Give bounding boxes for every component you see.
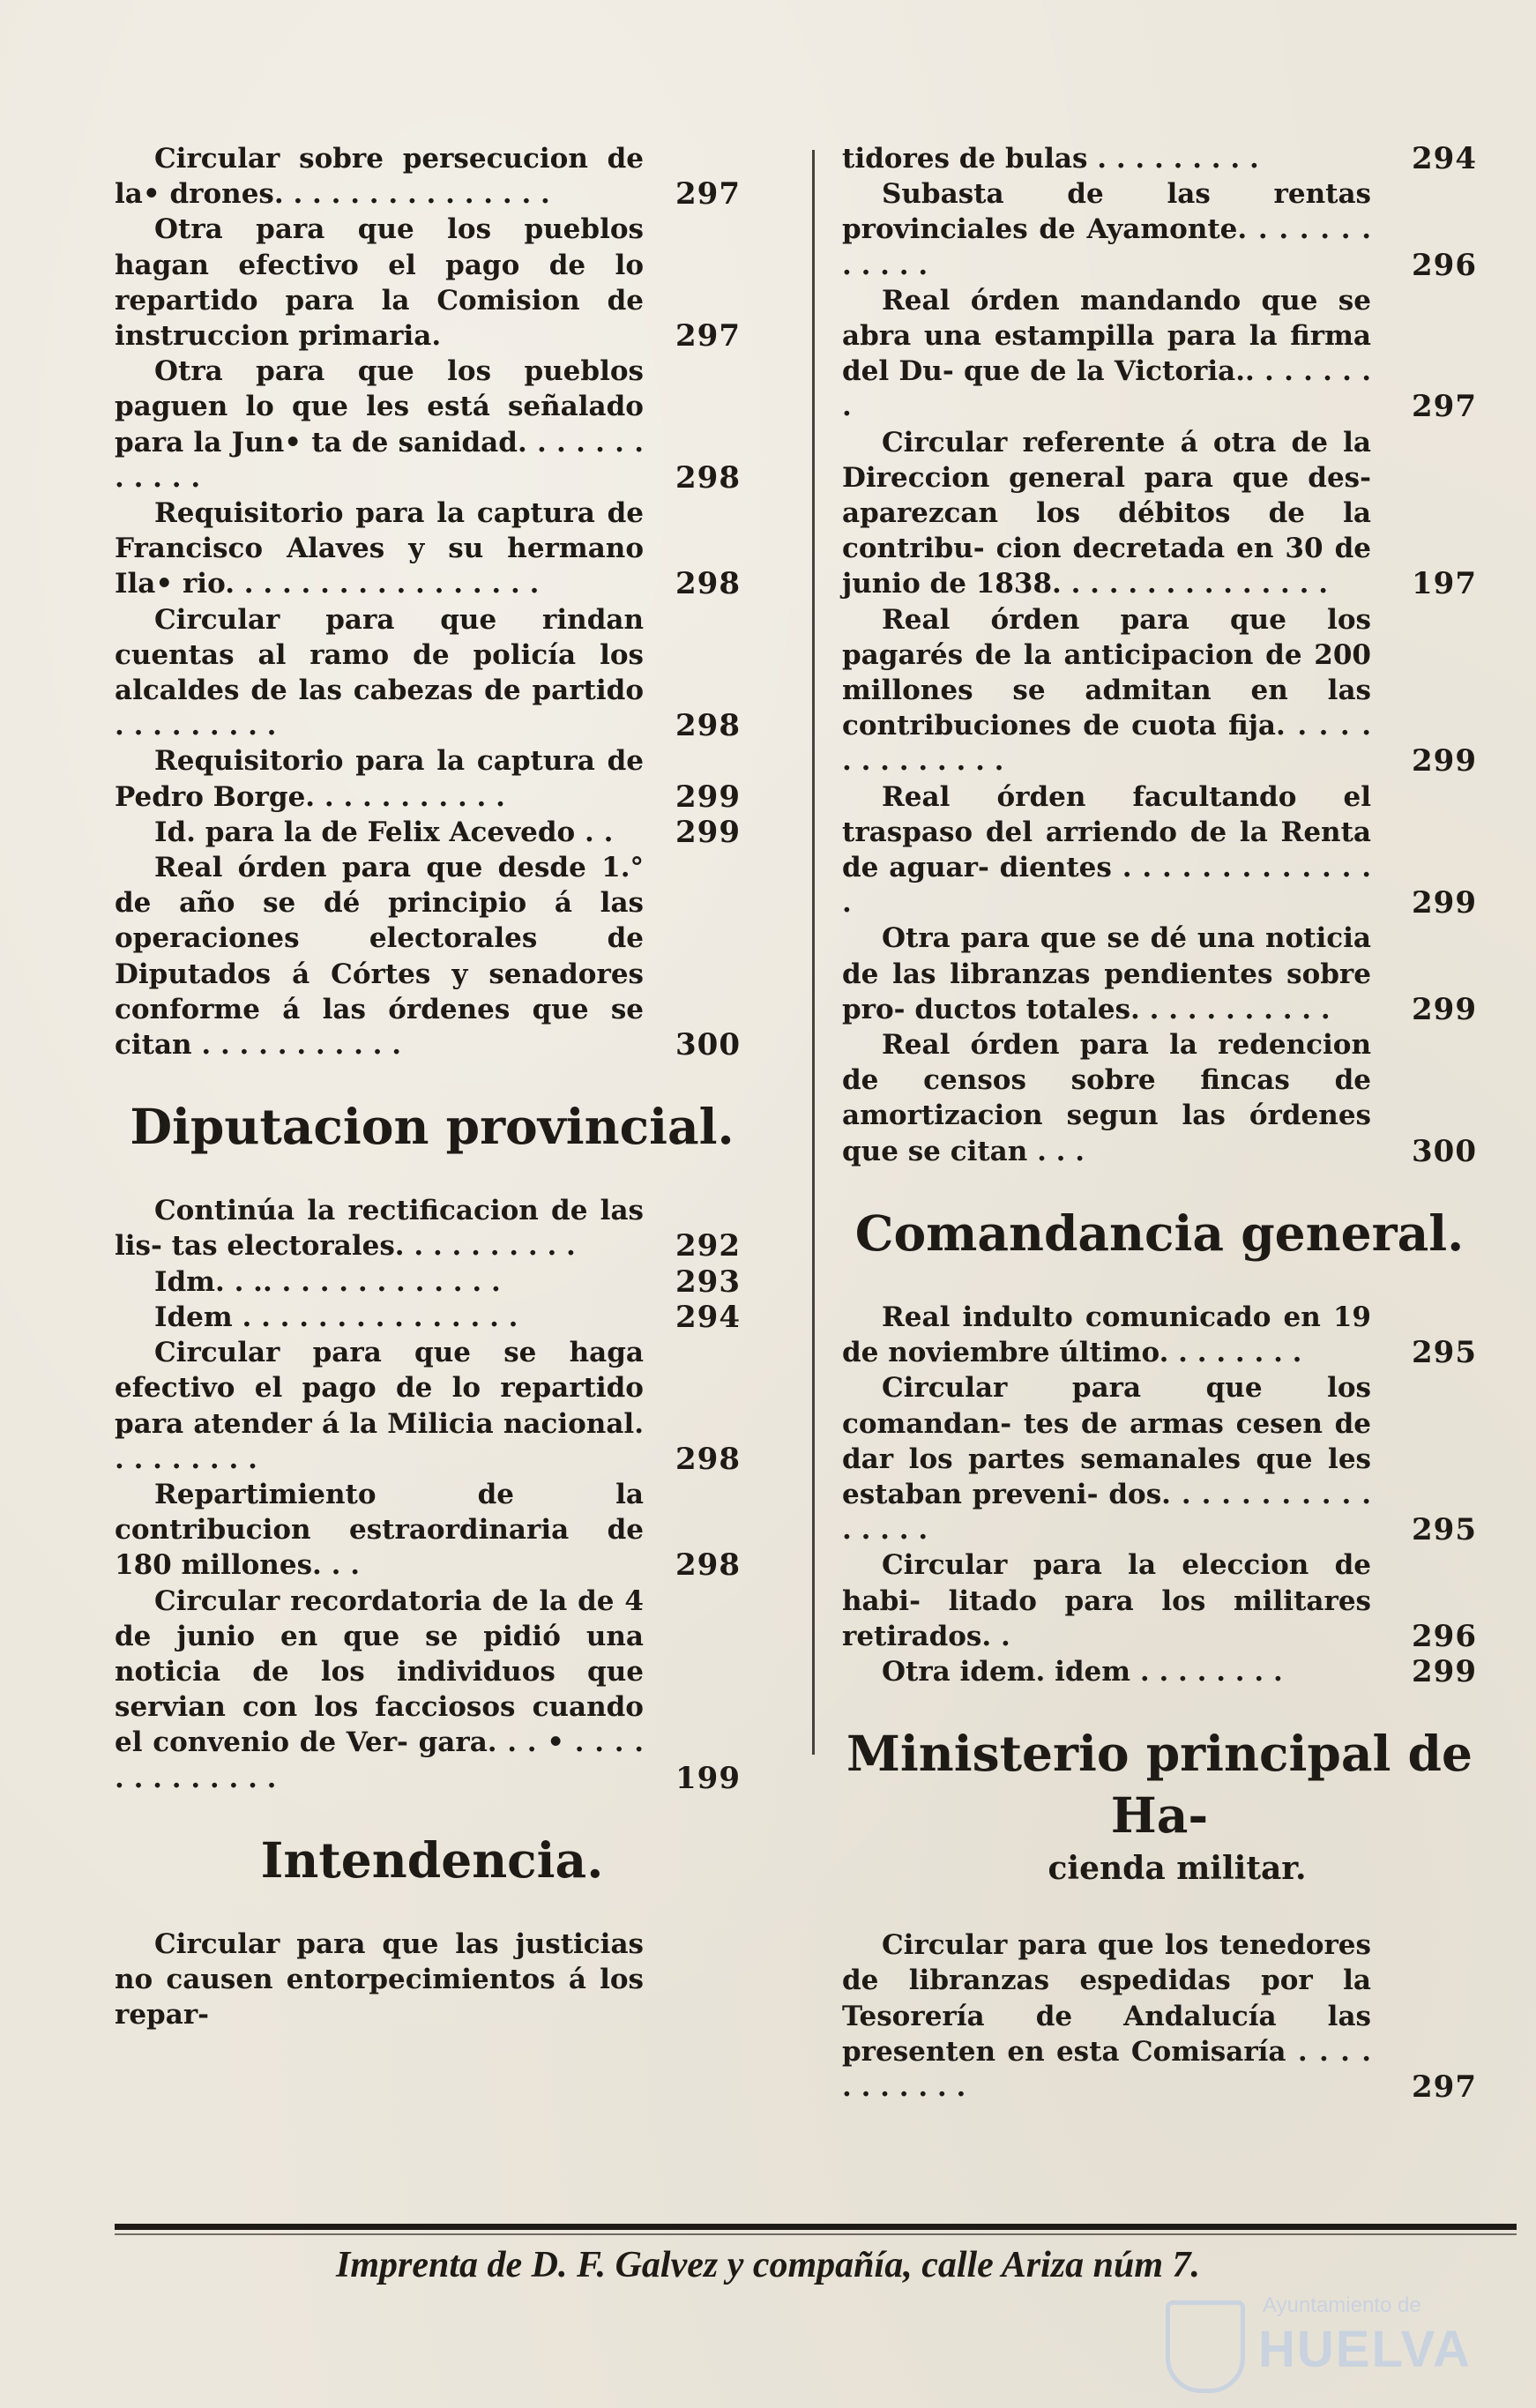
entry-page-number: 300 [675, 1027, 741, 1063]
entry-page-number: 300 [1412, 1133, 1477, 1169]
entry-text: Circular para que rindan cuentas al ramo de policía los alcaldes de las cabezas de partido . . . . . . . . . [115, 603, 644, 742]
watermark-small-text: Ayuntamiento de [1263, 2293, 1421, 2317]
section-title-comandancia: Comandancia general. [854, 1204, 1465, 1262]
index-entry [115, 602, 749, 744]
index-entry [842, 176, 1477, 283]
entry-page-number: 295 [1412, 1512, 1477, 1548]
index-entry [115, 141, 749, 212]
entry-text: Circular para la eleccion de habi- litado para los militares retirados. . [842, 1549, 1371, 1652]
entry-text: Circular para que los comandan- tes de armas cesen de dar los partes semanales que les estaban preveni- dos. . . . . . . . . . . . . . . . [842, 1372, 1371, 1547]
index-entry [115, 1477, 749, 1584]
index-entry [842, 1927, 1477, 2105]
index-entry [115, 354, 749, 496]
entry-text: Real órden para que los pagarés de la anticipacion de 200 millones se admitan en las contribuciones de cuota fija. . . . . . . . . . . . . . [842, 603, 1371, 778]
entry-text: Continúa la rectificacion de las lis- tas electorales. . . . . . . . . . [115, 1195, 644, 1263]
index-entry [115, 496, 749, 602]
index-entry [842, 141, 1477, 176]
index-entry [842, 425, 1477, 602]
left-entries-group-3 [115, 1927, 749, 2033]
index-entry [115, 850, 749, 1062]
shield-icon [1166, 2300, 1245, 2393]
entry-page-number: 298 [675, 1547, 741, 1584]
index-entry [115, 815, 749, 850]
entry-page-number: 294 [675, 1299, 741, 1335]
left-column [115, 141, 749, 2032]
index-entry [842, 283, 1477, 425]
index-entry [115, 1193, 749, 1264]
entry-page-number: 297 [675, 176, 741, 212]
entry-page-number: 293 [675, 1264, 741, 1300]
entry-text: Circular para que las justicias no causen entorpecimientos á los repar- [115, 1927, 644, 2032]
section-subtitle-hacienda: cienda militar. [1048, 1850, 1307, 1888]
entry-text: Circular sobre persecucion de la• drones. . . . . . . . . . . . . . . [115, 143, 644, 211]
entry-text: Idm. . .. . . . . . . . . . . . . [154, 1265, 501, 1298]
entry-text: Real órden facultando el traspaso del arriendo de la Renta de aguar- dientes . . . . . . . . . . . . . . [842, 780, 1371, 920]
index-entry [842, 1654, 1477, 1689]
entry-page-number: 296 [1412, 247, 1477, 283]
entry-page-number: 299 [1412, 885, 1477, 921]
watermark-logo [1166, 2285, 1501, 2390]
index-entry [842, 921, 1477, 1027]
index-entry [842, 602, 1477, 779]
entry-text: Otra para que se dé una noticia de las libranzas pendientes sobre pro- ductos totales. . . . . . . . . . . [842, 922, 1371, 1025]
entry-page-number: 292 [675, 1228, 741, 1264]
index-entry [842, 779, 1477, 921]
entry-page-number: 199 [675, 1760, 741, 1796]
entry-text: Circular para que los tenedores de libranzas espedidas por la Tesorería de Andalucía las presenten en esta Comisaría . . . . . . . . . . . [842, 1929, 1371, 2103]
entry-page-number: 299 [1412, 991, 1477, 1027]
left-entries-group-1 [115, 141, 749, 1062]
index-entry [115, 743, 749, 814]
entry-text: Requisitorio para la captura de Francisco Alaves y su hermano Ila• rio. . . . . . . . . . . . . . . . . [115, 497, 644, 600]
index-entry [842, 1370, 1477, 1547]
column-divider [812, 150, 815, 1755]
entry-page-number: 299 [1412, 743, 1477, 779]
index-entry [115, 1335, 749, 1477]
entry-page-number: 299 [675, 814, 741, 850]
section-title-diputacion: Diputacion provincial. [130, 1098, 734, 1156]
left-entries-group-2 [115, 1193, 749, 1795]
entry-page-number: 299 [675, 779, 741, 815]
index-entry [842, 1300, 1477, 1370]
entry-page-number: 297 [675, 318, 741, 354]
right-entries-group-1 [842, 141, 1477, 1169]
index-entry [115, 1300, 749, 1335]
entry-text: Otra idem. idem . . . . . . . . [882, 1655, 1283, 1688]
entry-text: Idem . . . . . . . . . . . . . . . [154, 1301, 518, 1333]
entry-page-number: 295 [1412, 1335, 1477, 1371]
entry-page-number: 298 [675, 566, 741, 602]
entry-text: Id. para la de Felix Acevedo . . [154, 816, 614, 848]
entry-text: Repartimiento de la contribucion estraordinaria de 180 millones. . . [115, 1478, 644, 1582]
entry-page-number: 299 [1412, 1653, 1477, 1689]
index-entry [842, 1547, 1477, 1654]
entry-text: Circular para que se haga efectivo el pago de lo repartido para atender á la Milicia nacional. . . . . . . . . [115, 1337, 644, 1475]
right-entries-group-3 [842, 1927, 1477, 2105]
entry-page-number: 197 [1412, 566, 1477, 602]
entry-text: Real órden mandando que se abra una estampilla para la firma del Du- que de la Victoria.. . . . . . . . [842, 284, 1371, 423]
entry-page-number: 296 [1412, 1618, 1477, 1654]
index-entry [842, 1027, 1477, 1169]
entry-text: Otra para que los pueblos hagan efectivo el pago de lo repartido para la Comision de instruccion primaria. [115, 213, 644, 353]
index-entry [115, 1264, 749, 1300]
imprint-line: Imprenta de D. F. Galvez y compañía, calle Ariza núm 7. [335, 2245, 1201, 2285]
section-title-intendencia: Intendencia. [260, 1830, 604, 1889]
entry-text: Real indulto comunicado en 19 de noviembre último. . . . . . . . [842, 1301, 1371, 1369]
entry-text: Otra para que los pueblos paguen lo que les está señalado para la Jun• ta de sanidad. . . . . . . . . . . . [115, 355, 644, 494]
index-entry [115, 212, 749, 354]
footer-rule [115, 2224, 1517, 2230]
entry-text: tidores de bulas . . . . . . . . . [842, 143, 1259, 175]
entry-text: Real órden para que desde 1.° de año se dé principio á las operaciones electorales de Diputados á Córtes y senadores conforme á las órdenes que se citan . . . . . . . . . . . [115, 852, 644, 1062]
footer-rule-thin [115, 2233, 1517, 2235]
index-entry [115, 1584, 749, 1796]
entry-text: Circular referente á otra de la Direccion general para que des- aparezcan los débitos de la contribu- cion decretada en 30 de junio de 1838. . . . . . . . . . . . . . . [842, 426, 1371, 600]
entry-page-number: 298 [675, 1441, 741, 1477]
right-column [842, 141, 1477, 2105]
entry-text: Circular recordatoria de la de 4 de junio en que se pidió una noticia de los individuos que servian con los facciosos cuando el convenio de Ver- gara. . . • . . . . . . . . . . . . . [115, 1584, 644, 1794]
entry-page-number: 297 [1412, 2069, 1477, 2105]
right-entries-group-2 [842, 1300, 1477, 1689]
entry-page-number: 294 [1412, 141, 1477, 176]
section-title-ministerio: Ministerio principal de Ha- [846, 1725, 1473, 1845]
entry-text: Subasta de las rentas provinciales de Ayamonte. . . . . . . . . . . . [842, 178, 1371, 281]
entry-page-number: 298 [675, 708, 741, 744]
watermark-big-text: HUELVA [1258, 2321, 1472, 2378]
entry-text: Real órden para la redencion de censos sobre fincas de amortizacion segun las órdenes que se citan . . . [842, 1029, 1371, 1167]
entry-text: Requisitorio para la captura de Pedro Borge. . . . . . . . . . . [115, 745, 644, 813]
index-entry [115, 1927, 749, 2033]
entry-page-number: 297 [1412, 389, 1477, 425]
entry-page-number: 298 [675, 459, 741, 496]
